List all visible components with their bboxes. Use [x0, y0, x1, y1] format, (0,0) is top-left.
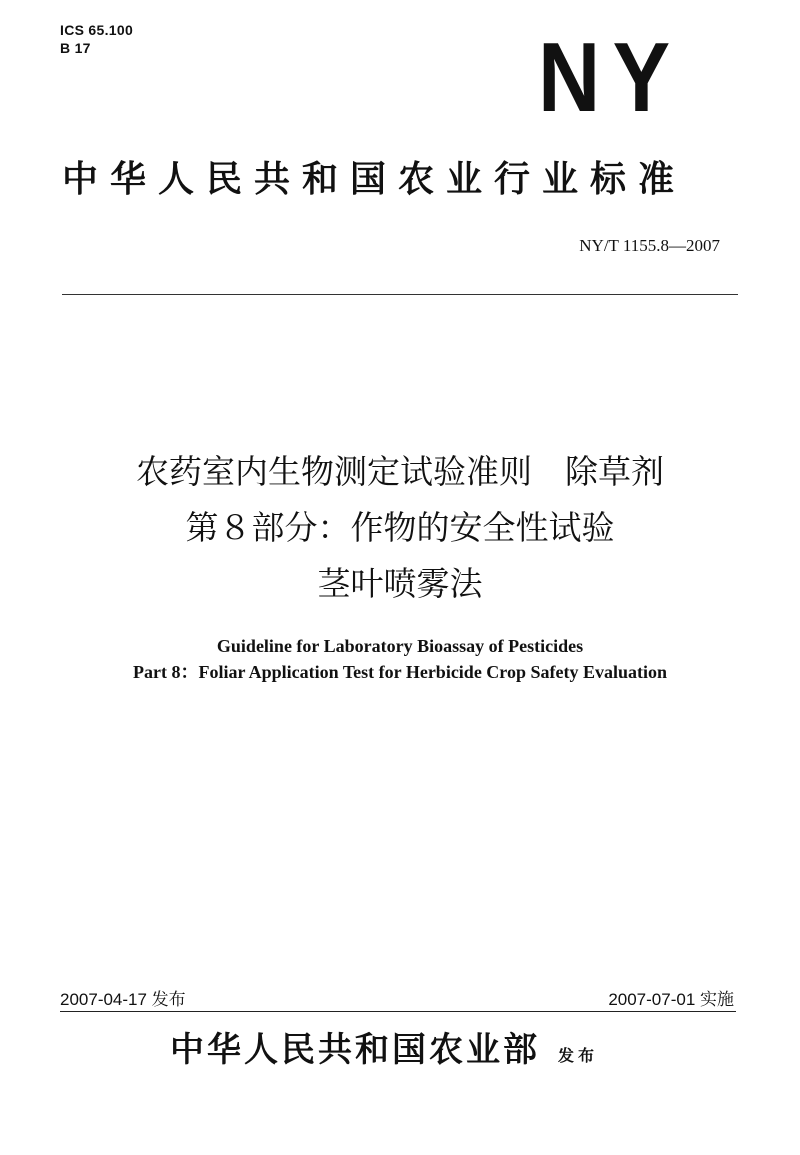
- ccs-code: B 17: [60, 40, 91, 56]
- bottom-divider: [60, 1011, 736, 1012]
- chinese-title-line-3: 茎叶喷雾法: [317, 564, 483, 603]
- ics-code: ICS 65.100: [60, 22, 134, 38]
- top-divider: [62, 294, 738, 295]
- english-title-line-2: Part 8：Foliar Application Test for Herbicide Crop Safety Evaluation: [132, 662, 667, 682]
- english-title-line-1: Guideline for Laboratory Bioassay of Pesticides: [216, 636, 584, 656]
- implementation-date: 2007-07-01 实施: [608, 990, 734, 1009]
- standard-type-heading: 中华人民共和国农业行业标准: [62, 159, 687, 200]
- standard-number: NY/T 1155.8—2007: [579, 236, 720, 255]
- issue-date: 2007-04-17 发布: [60, 990, 186, 1009]
- ny-logo: NY: [538, 22, 683, 132]
- chinese-title-line-1: 农药室内生物测定试验准则 除草剂: [136, 452, 664, 491]
- issuer-name: 中华人民共和国农业部: [170, 1030, 540, 1070]
- issuer-suffix: 发布: [558, 1046, 599, 1065]
- issuer-line: [170, 1022, 598, 1071]
- chinese-title-line-2: 第８部分：作物的安全性试验: [185, 508, 615, 547]
